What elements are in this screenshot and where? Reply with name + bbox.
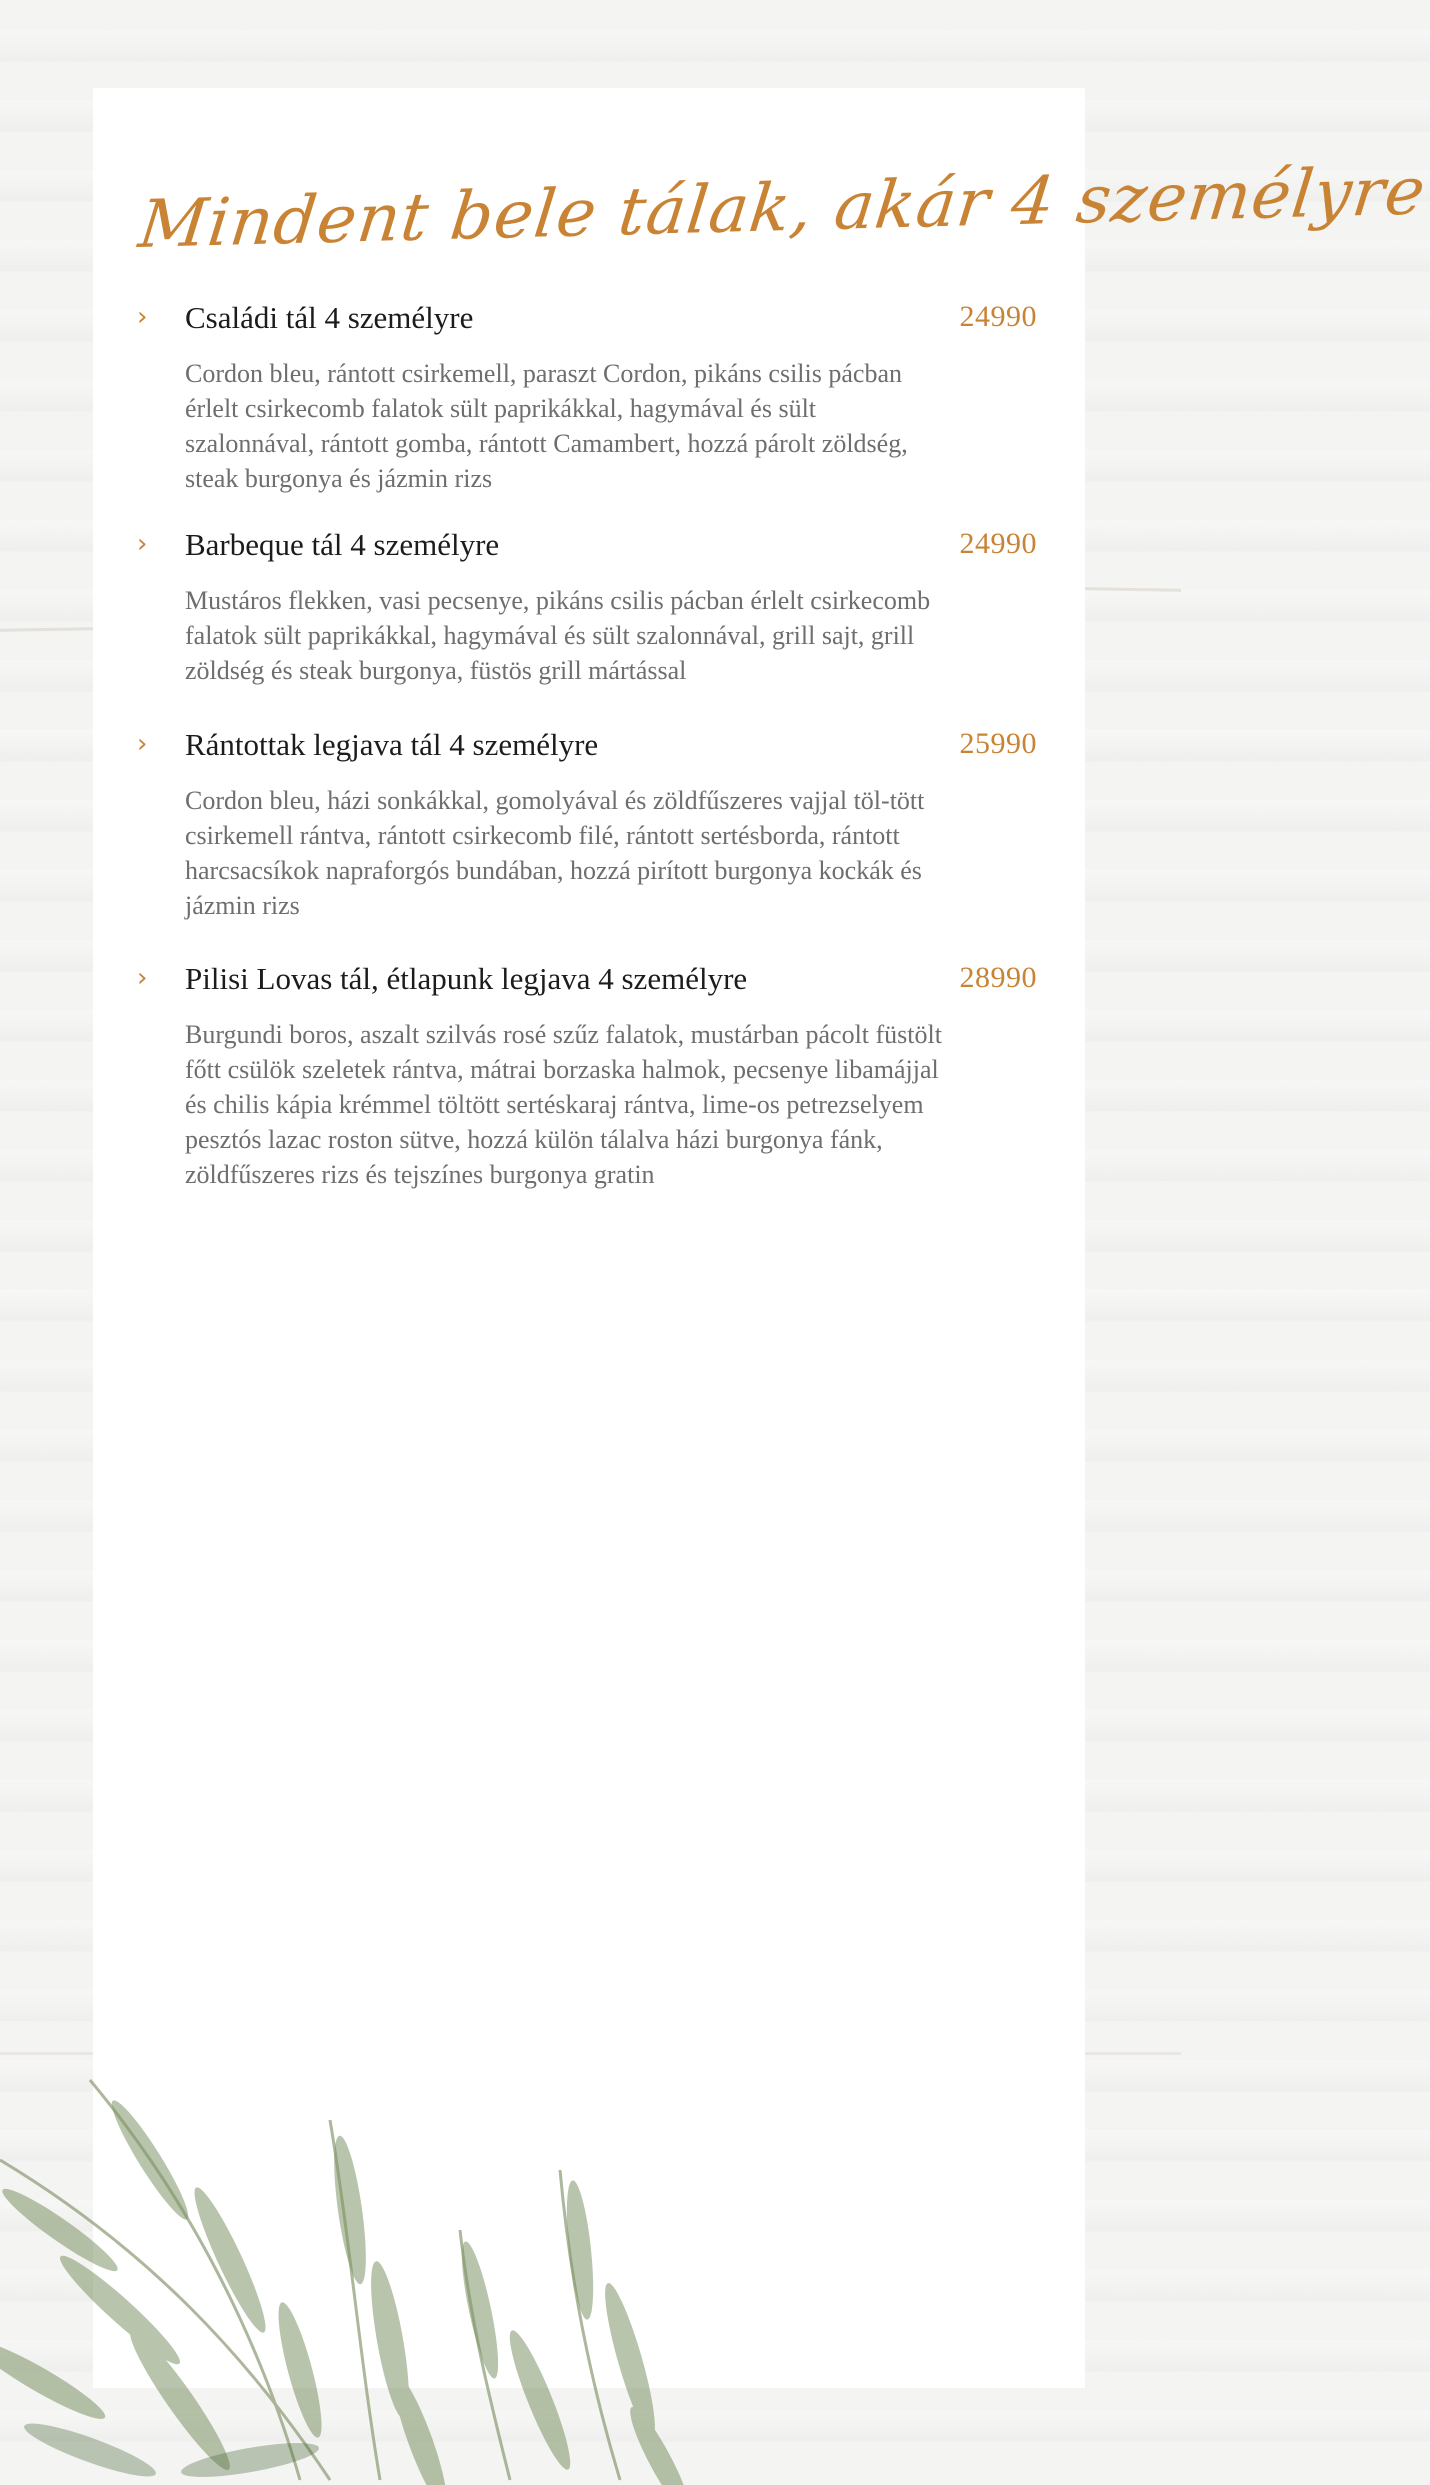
chevron-right-icon: › (137, 729, 148, 759)
item-name: Barbeque tál 4 személyre (185, 527, 500, 562)
item-description: Burgundi boros, aszalt szilvás rosé szűz falatok, mustárban pácolt füstölt főtt csülök szeletek rántva, mátrai borzaska halmok, pecsenye libamájjal és chilis kápia krémmel töltött sertéskaraj rántva, lime-os petrezselyem pesztós lazac roston sütve, hozzá külön tálalva házi burgonya fánk, zöldfűszeres rizs és tejszínes burgonya gratin (185, 1020, 942, 1189)
item-price: 25990 (959, 727, 1037, 760)
item-price: 28990 (959, 961, 1037, 994)
rosemary-icon (0, 2080, 740, 2480)
item-price: 24990 (959, 300, 1037, 333)
chevron-right-icon: › (137, 302, 148, 332)
menu-title: Mindent bele tálak, akár 4 személyre (135, 152, 1430, 264)
item-description: Cordon bleu, rántott csirkemell, paraszt Cordon, pikáns csilis pácban érlelt csirkecomb falatok sült paprikákkal, hagymával és sült szalonnával, rántott gomba, rántott Camambert, hozzá párolt zöldség, steak burgonya és jázmin rizs (185, 359, 908, 493)
item-name: Rántottak legjava tál 4 személyre (185, 727, 599, 762)
item-name: Családi tál 4 személyre (185, 300, 474, 335)
item-name: Pilisi Lovas tál, étlapunk legjava 4 személyre (185, 961, 748, 996)
item-price: 24990 (959, 527, 1037, 560)
chevron-right-icon: › (137, 963, 148, 993)
wood-plank-line (1085, 587, 1181, 592)
chevron-right-icon: › (137, 529, 148, 559)
item-description: Cordon bleu, házi sonkákkal, gomolyával és zöldfűszeres vajjal töl-tött csirkemell rántva, rántott csirkecomb filé, rántott sertésborda, rántott harcsacsíkok napraforgós bundában, hozzá pirított burgonya kockák és jázmin rizs (185, 786, 925, 920)
item-description: Mustáros flekken, vasi pecsenye, pikáns csilis pácban érlelt csirkecomb falatok sült paprikákkal, hagymával és sült szalonnával, grill sajt, grill zöldség és steak burgonya, füstös grill mártással (185, 586, 931, 685)
wood-plank-line (0, 627, 93, 632)
rosemary-decoration (0, 2080, 740, 2480)
